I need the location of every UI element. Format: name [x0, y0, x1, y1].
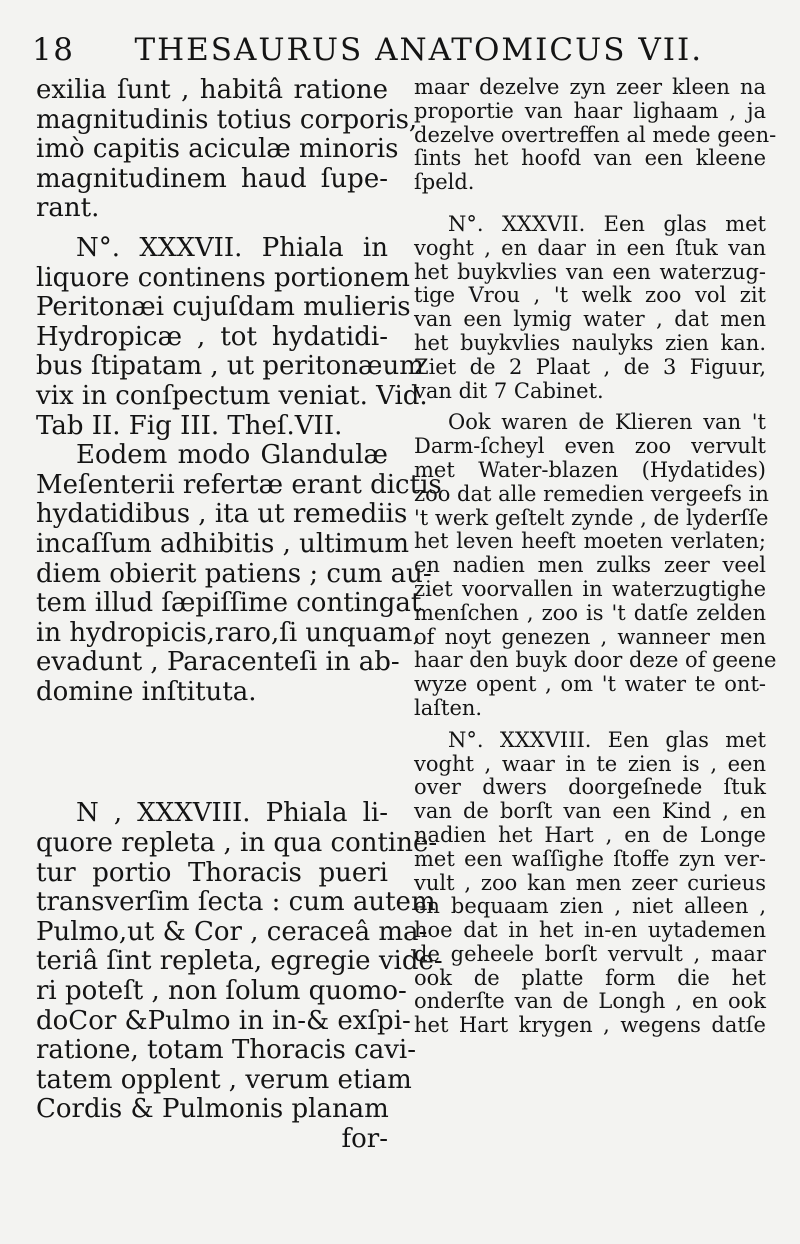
text-line: over dwers doorgeſnede ſtuk — [414, 775, 766, 800]
text-line: of noyt genezen , wanneer men — [414, 624, 766, 649]
text-line: teriâ ſint repleta, egregie vide- — [36, 946, 443, 977]
text-line: doCor &Pulmo in in-& exſpi- — [36, 1005, 411, 1036]
text-line: nadien het Hart , en de Longe — [414, 822, 766, 847]
text-line: voght , waar in te zien is , een — [414, 751, 766, 776]
running-head: THESAURUS ANATOMICUS VII. — [134, 32, 704, 68]
page-header — [32, 32, 772, 72]
text-line: imò capitis aciculæ minoris — [36, 134, 399, 165]
text-line: Meſenterii refertæ erant dictis — [36, 469, 442, 500]
text-line: en nadien men zulks zeer veel — [414, 553, 766, 578]
catchword: for- — [341, 1124, 388, 1154]
text-line: tur portio Thoracis pueri — [36, 857, 388, 888]
entry-heading: N°. XXXVIII. Een glas met — [448, 727, 766, 752]
text-line: van dit 7 Cabinet. — [414, 378, 604, 403]
latin-column — [36, 75, 443, 1155]
text-line: ook de platte form die het — [414, 965, 766, 990]
text-line: rant. — [36, 193, 100, 224]
text-line: ratione, totam Thoracis cavi- — [36, 1035, 416, 1066]
text-line: proportie van haar lighaam , ja — [414, 98, 766, 123]
text-line: diem obierit patiens ; cum au- — [36, 558, 432, 589]
text-line: vix in conſpectum veniat. Vid. — [36, 380, 428, 411]
latin-paragraph — [36, 440, 442, 707]
text-line: Cordis & Pulmonis planam — [36, 1094, 389, 1125]
text-line: Darm-ſcheyl even zoo vervult — [414, 434, 766, 459]
text-line: Tab II. Fig III. Theſ.VII. — [36, 410, 343, 441]
latin-paragraph — [36, 75, 418, 224]
entry-heading: N , XXXVIII. Phiala li- — [76, 798, 388, 829]
text-line: haar den buyk door deze of geene — [414, 648, 777, 673]
text-line: hydatidibus , ita ut remediis — [36, 499, 408, 530]
text-line: tige Vrou , 't welk zoo vol zit — [414, 283, 766, 308]
dutch-paragraph-38 — [414, 729, 766, 1038]
text-line: zoo dat alle remedien vergeefs in — [414, 481, 769, 506]
text-line: Peritonæi cujuſdam mulieris — [36, 292, 411, 323]
text-line: magnitudinis totius corporis, — [36, 104, 418, 135]
text-line: voght , en daar in een ſtuk van — [414, 235, 766, 260]
text-line: Ook waren de Klieren van 't — [448, 410, 766, 435]
text-line: ſints het hoofd van een kleene — [414, 146, 766, 171]
text-line: het leven heeft moeten verlaten; — [414, 529, 766, 554]
dutch-paragraph-37 — [414, 213, 766, 403]
text-line: menſchen , zoo is 't datſe zelden — [414, 600, 766, 625]
text-line: incaſſum adhibitis , ultimum — [36, 528, 409, 559]
text-line: het buykvlies van een waterzug- — [414, 259, 766, 284]
text-line: laſten. — [414, 695, 483, 720]
text-line: wyze opent , om 't water te ont- — [414, 672, 766, 697]
text-line: tem illud ſæpiſſime contingat — [36, 588, 422, 619]
text-line: Hydropicæ , tot hydatidi- — [36, 321, 388, 352]
text-line: 't werk geſtelt zynde , de lyderſſe — [414, 505, 769, 530]
dutch-column — [414, 75, 777, 1038]
latin-paragraph-37 — [36, 232, 428, 441]
text-line: Pulmo,ut & Cor , ceraceâ ma- — [36, 916, 428, 947]
text-line: van de borſt van een Kind , en — [414, 799, 766, 824]
text-line: onderſte van de Longh , en ook — [414, 989, 766, 1014]
text-line: de geheele borſt vervult , maar — [414, 941, 766, 966]
text-line: ziet voorvallen in waterzugtighe — [414, 576, 766, 601]
text-line: tatem opplent , verum etiam — [36, 1064, 412, 1095]
entry-heading: N°. XXXVII. Een glas met — [448, 211, 766, 236]
text-line: het Hart krygen , wegens datſe — [414, 1013, 766, 1038]
dutch-paragraph — [414, 410, 777, 720]
page-number: 18 — [32, 32, 75, 68]
entry-heading: N°. XXXVII. Phiala in — [76, 232, 388, 263]
text-line: met Water-blazen (Hydatides) — [414, 457, 766, 482]
text-line: ſpeld. — [414, 170, 475, 195]
latin-paragraph-38 — [36, 798, 443, 1154]
text-line: hoe dat in het in-en uytademen — [414, 918, 766, 943]
text-line: quore repleta , in qua contine- — [36, 828, 438, 859]
text-line: met een waſſighe ſtoffe zyn ver- — [414, 846, 766, 871]
text-line: vult , zoo kan men zeer curieus — [414, 870, 766, 895]
text-line: liquore continens portionem — [36, 262, 410, 293]
text-line: en bequaam zien , niet alleen , — [414, 894, 766, 919]
text-line: maar dezelve zyn zeer kleen na — [414, 75, 766, 99]
text-line: Eodem modo Glandulæ — [76, 440, 388, 471]
text-line: bus ſtipatam , ut peritonæum — [36, 351, 424, 382]
text-line: ri poteſt , non ſolum quomo- — [36, 976, 407, 1007]
text-line: Ziet de 2 Plaat , de 3 Figuur, — [414, 354, 766, 379]
text-line: het buykvlies naulyks zien kan. — [414, 330, 766, 355]
text-line: in hydropicis,raro,ſi unquam, — [36, 617, 421, 648]
text-line: evadunt , Paracenteſi in ab- — [36, 647, 400, 678]
dutch-paragraph — [414, 75, 777, 195]
text-line: transverſim ſecta : cum autem — [36, 887, 436, 918]
text-line: exilia ſunt , habitâ ratione — [36, 75, 388, 105]
text-line: dezelve overtreffen al mede geen- — [414, 122, 777, 147]
text-line: domine inſtituta. — [36, 676, 257, 707]
text-line: van een lymig water , dat men — [414, 307, 766, 332]
text-line: magnitudinem haud ſupe- — [36, 163, 388, 194]
